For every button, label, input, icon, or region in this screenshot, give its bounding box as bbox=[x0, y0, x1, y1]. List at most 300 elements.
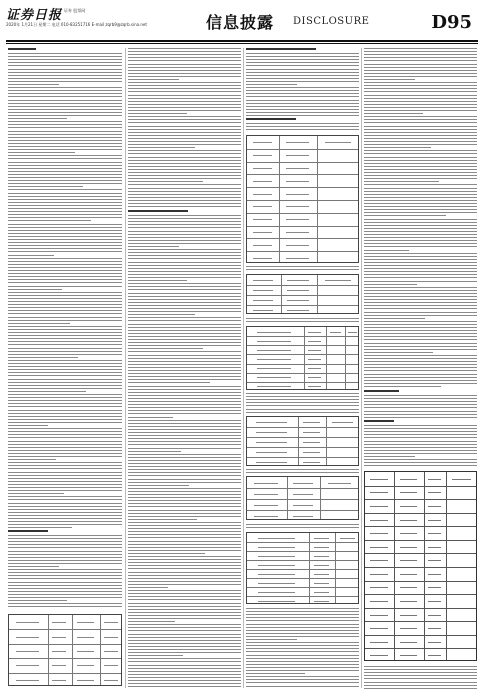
table-row-rule bbox=[247, 213, 358, 214]
text-line bbox=[364, 110, 477, 111]
text-line bbox=[8, 372, 122, 373]
text-line bbox=[8, 106, 122, 107]
text-line bbox=[8, 87, 122, 88]
text-line bbox=[8, 506, 122, 507]
table-cell-text bbox=[258, 583, 295, 584]
table-row-rule bbox=[365, 567, 476, 568]
text-line bbox=[128, 339, 241, 340]
table-cell-text bbox=[253, 300, 273, 301]
text-line bbox=[246, 109, 359, 110]
dateline: 2020年 1月21日 星期二 电话 010-83251716 E-mail zqrb9@zqrb.sina.net bbox=[6, 22, 147, 27]
text-line bbox=[8, 388, 122, 389]
text-line bbox=[128, 252, 241, 253]
table-cell-text bbox=[16, 680, 39, 681]
text-line bbox=[364, 465, 477, 466]
text-line bbox=[364, 364, 477, 365]
text-line bbox=[128, 528, 241, 529]
text-line bbox=[246, 608, 359, 609]
text-line bbox=[128, 373, 241, 374]
text-line bbox=[246, 676, 359, 677]
text-line bbox=[8, 233, 122, 234]
table-cell-text bbox=[104, 637, 118, 638]
text-line bbox=[128, 57, 241, 58]
table-cell-text bbox=[253, 206, 272, 207]
text-line bbox=[364, 355, 477, 356]
text-line bbox=[246, 642, 359, 643]
text-line bbox=[8, 100, 122, 101]
table-cell-text bbox=[293, 483, 313, 484]
text-line bbox=[128, 95, 241, 96]
text-line bbox=[128, 54, 241, 55]
text-line bbox=[8, 168, 122, 169]
text-line bbox=[8, 75, 122, 76]
text-line bbox=[364, 191, 477, 192]
text-line bbox=[364, 243, 477, 244]
table-column-rule bbox=[317, 275, 318, 313]
text-line bbox=[8, 453, 122, 454]
text-line bbox=[128, 308, 241, 309]
text-line bbox=[128, 615, 241, 616]
data-table bbox=[246, 532, 359, 604]
text-line bbox=[8, 493, 64, 494]
text-line bbox=[246, 103, 359, 104]
text-line bbox=[8, 468, 122, 469]
table-cell-text bbox=[314, 583, 330, 584]
data-table bbox=[364, 471, 477, 661]
text-line bbox=[8, 515, 122, 516]
text-line bbox=[8, 425, 48, 426]
text-line bbox=[364, 437, 477, 438]
text-line bbox=[364, 321, 477, 322]
text-line bbox=[8, 258, 122, 259]
table-cell-text bbox=[314, 574, 330, 575]
text-line bbox=[8, 295, 122, 296]
table-cell-text bbox=[253, 194, 272, 195]
text-line bbox=[246, 664, 359, 665]
text-line bbox=[8, 490, 122, 491]
text-line bbox=[128, 101, 241, 102]
text-line bbox=[8, 118, 67, 119]
table-cell-text bbox=[52, 622, 66, 623]
text-line bbox=[246, 129, 359, 130]
text-line bbox=[128, 534, 241, 535]
text-line bbox=[364, 184, 477, 185]
text-line bbox=[128, 606, 241, 607]
text-line bbox=[128, 227, 241, 228]
text-line bbox=[128, 429, 241, 430]
table-row-rule bbox=[247, 510, 358, 511]
text-line bbox=[8, 236, 122, 237]
text-line bbox=[128, 513, 241, 514]
text-line bbox=[8, 307, 122, 308]
text-line bbox=[8, 419, 122, 420]
text-line bbox=[246, 611, 359, 612]
text-line bbox=[128, 215, 241, 216]
text-line bbox=[128, 138, 241, 139]
table-cell-text bbox=[77, 680, 94, 681]
text-line bbox=[128, 466, 241, 467]
text-line bbox=[8, 475, 122, 476]
table-cell-text bbox=[256, 422, 287, 423]
text-line bbox=[128, 191, 241, 192]
text-line bbox=[246, 69, 359, 70]
table-cell-text bbox=[370, 547, 388, 548]
text-line bbox=[246, 269, 359, 270]
text-line bbox=[8, 385, 122, 386]
text-line bbox=[246, 321, 359, 322]
text-line bbox=[128, 221, 241, 222]
table-cell-text bbox=[287, 280, 309, 281]
text-line bbox=[364, 116, 477, 117]
table-cell-text bbox=[314, 565, 330, 566]
table-cell-text bbox=[370, 520, 388, 521]
text-line bbox=[364, 290, 477, 291]
table-cell-text bbox=[428, 601, 442, 602]
text-line bbox=[128, 404, 241, 405]
table-cell-text bbox=[370, 587, 388, 588]
table-cell-text bbox=[428, 642, 442, 643]
text-line bbox=[364, 240, 477, 241]
text-line bbox=[128, 479, 241, 480]
text-line bbox=[128, 107, 241, 108]
text-line bbox=[246, 65, 359, 66]
text-line bbox=[246, 93, 359, 94]
page-number: D95 bbox=[431, 12, 472, 33]
table-cell-text bbox=[16, 622, 39, 623]
text-line bbox=[128, 246, 179, 247]
text-line bbox=[364, 330, 477, 331]
text-line bbox=[128, 268, 241, 269]
text-line bbox=[128, 76, 241, 77]
text-line bbox=[128, 184, 241, 185]
table-cell-text bbox=[428, 520, 442, 521]
table-row-rule bbox=[247, 560, 358, 561]
text-line bbox=[128, 559, 241, 560]
text-line bbox=[8, 158, 122, 159]
table-column-rule bbox=[287, 477, 288, 519]
table-row-rule bbox=[247, 437, 358, 438]
text-line bbox=[128, 686, 241, 687]
text-line bbox=[246, 679, 359, 680]
table-cell-text bbox=[77, 651, 94, 652]
text-line bbox=[128, 163, 241, 164]
text-line bbox=[8, 428, 122, 429]
text-line bbox=[246, 658, 359, 659]
text-line bbox=[364, 113, 423, 114]
text-line bbox=[128, 637, 241, 638]
text-line bbox=[128, 194, 241, 195]
text-line bbox=[246, 648, 359, 649]
text-line bbox=[364, 85, 477, 86]
text-line bbox=[364, 153, 477, 154]
text-line bbox=[8, 437, 122, 438]
text-line bbox=[128, 581, 241, 582]
text-line bbox=[8, 563, 122, 564]
text-line bbox=[128, 116, 241, 117]
text-line bbox=[8, 177, 122, 178]
table-cell-text bbox=[286, 245, 309, 246]
text-line bbox=[364, 462, 477, 463]
text-line bbox=[128, 160, 241, 161]
table-cell-text bbox=[370, 655, 388, 656]
text-line bbox=[8, 214, 122, 215]
text-line bbox=[128, 70, 241, 71]
table-cell-text bbox=[370, 628, 388, 629]
text-line bbox=[8, 193, 122, 194]
text-line bbox=[246, 633, 359, 634]
text-line bbox=[128, 283, 241, 284]
text-line bbox=[128, 188, 241, 189]
text-line bbox=[364, 268, 477, 269]
text-line bbox=[364, 119, 477, 120]
text-line bbox=[128, 376, 241, 377]
text-line bbox=[128, 590, 241, 591]
text-line bbox=[246, 469, 359, 470]
table-cell-text bbox=[348, 332, 357, 333]
text-line bbox=[128, 612, 241, 613]
section-title-chinese: 信息披露 bbox=[206, 13, 275, 32]
table-row-rule bbox=[247, 174, 358, 175]
table-cell-text bbox=[52, 665, 66, 666]
table-cell-text bbox=[400, 533, 418, 534]
text-line bbox=[8, 441, 122, 442]
text-line bbox=[128, 51, 241, 52]
table-cell-text bbox=[254, 483, 278, 484]
table-cell-text bbox=[286, 206, 309, 207]
table-row-rule bbox=[247, 587, 358, 588]
text-line bbox=[128, 575, 241, 576]
column-3 bbox=[246, 48, 359, 688]
text-line bbox=[128, 85, 241, 86]
text-line bbox=[364, 305, 477, 306]
text-line bbox=[364, 262, 477, 263]
table-cell-text bbox=[104, 622, 118, 623]
text-line bbox=[128, 345, 241, 346]
table-cell-text bbox=[428, 615, 442, 616]
table-row-rule bbox=[247, 542, 358, 543]
table-row-rule bbox=[247, 162, 358, 163]
text-line bbox=[8, 597, 122, 598]
text-line bbox=[128, 113, 187, 114]
text-line bbox=[8, 103, 122, 104]
text-line bbox=[8, 245, 122, 246]
table-row-rule bbox=[247, 551, 358, 552]
table-cell-text bbox=[253, 245, 272, 246]
text-line bbox=[364, 67, 477, 68]
text-line bbox=[8, 211, 122, 212]
table-cell-text bbox=[314, 538, 330, 539]
text-line bbox=[8, 341, 122, 342]
text-line bbox=[128, 104, 241, 105]
text-line bbox=[128, 621, 175, 622]
text-line bbox=[8, 366, 122, 367]
table-cell-text bbox=[256, 432, 287, 433]
table-row-rule bbox=[247, 336, 358, 337]
text-line bbox=[8, 199, 122, 200]
text-line bbox=[128, 317, 241, 318]
table-cell-text bbox=[308, 377, 322, 378]
text-line bbox=[364, 431, 477, 432]
table-cell-text bbox=[253, 168, 272, 169]
text-line bbox=[8, 230, 122, 231]
text-line bbox=[364, 98, 477, 99]
text-line bbox=[128, 510, 241, 511]
text-line bbox=[246, 123, 359, 124]
text-line bbox=[128, 469, 241, 470]
text-line bbox=[364, 411, 477, 412]
text-line bbox=[364, 163, 477, 164]
text-line bbox=[364, 404, 477, 405]
text-line bbox=[128, 643, 241, 644]
table-cell-text bbox=[258, 547, 295, 548]
text-line bbox=[246, 266, 359, 267]
text-line bbox=[364, 312, 477, 313]
table-cell-text bbox=[303, 432, 320, 433]
text-line bbox=[364, 672, 477, 673]
table-cell-text bbox=[257, 368, 291, 369]
text-line bbox=[128, 48, 241, 49]
text-line bbox=[128, 119, 241, 120]
text-line bbox=[8, 317, 122, 318]
text-line bbox=[128, 463, 241, 464]
text-line bbox=[8, 165, 122, 166]
text-line bbox=[246, 84, 297, 85]
data-table bbox=[246, 326, 359, 390]
text-line bbox=[8, 338, 122, 339]
table-cell-text bbox=[303, 442, 320, 443]
text-line bbox=[8, 499, 122, 500]
table-cell-text bbox=[52, 680, 66, 681]
text-line bbox=[128, 324, 241, 325]
text-line bbox=[8, 591, 122, 592]
text-line bbox=[128, 200, 241, 201]
text-line bbox=[128, 506, 241, 507]
table-cell-text bbox=[328, 483, 352, 484]
text-line bbox=[8, 186, 83, 187]
text-line bbox=[8, 444, 122, 445]
text-line bbox=[364, 401, 477, 402]
table-row-rule bbox=[365, 526, 476, 527]
text-line bbox=[8, 363, 122, 364]
table-column-rule bbox=[279, 136, 280, 262]
text-line bbox=[8, 298, 122, 299]
table-cell-text bbox=[370, 560, 388, 561]
text-line bbox=[128, 503, 241, 504]
text-line bbox=[364, 104, 477, 105]
text-line bbox=[8, 124, 122, 125]
text-line bbox=[246, 405, 359, 406]
table-column-rule bbox=[304, 327, 305, 389]
table-column-rule bbox=[446, 472, 447, 660]
table-cell-text bbox=[258, 592, 295, 593]
table-row-rule bbox=[247, 373, 358, 374]
text-line bbox=[128, 494, 241, 495]
text-line bbox=[128, 237, 241, 238]
text-line bbox=[364, 57, 477, 58]
text-line bbox=[364, 194, 477, 195]
text-line bbox=[8, 472, 122, 473]
text-line bbox=[128, 457, 241, 458]
text-line bbox=[8, 292, 122, 293]
table-cell-text bbox=[370, 479, 388, 480]
table-cell-text bbox=[258, 601, 295, 602]
table-cell-text bbox=[16, 637, 39, 638]
subheading bbox=[8, 530, 48, 532]
text-line bbox=[128, 255, 241, 256]
text-line bbox=[364, 456, 415, 457]
text-line bbox=[128, 79, 179, 80]
text-line bbox=[364, 284, 417, 285]
text-line bbox=[246, 624, 359, 625]
table-cell-text bbox=[400, 615, 418, 616]
text-line bbox=[8, 320, 122, 321]
text-line bbox=[128, 634, 241, 635]
text-line bbox=[246, 112, 359, 113]
data-table bbox=[246, 274, 359, 314]
text-line bbox=[364, 228, 477, 229]
text-line bbox=[364, 132, 477, 133]
text-line bbox=[128, 491, 241, 492]
table-column-rule bbox=[317, 136, 318, 262]
text-line bbox=[128, 271, 241, 272]
text-line bbox=[8, 112, 122, 113]
text-line bbox=[364, 398, 477, 399]
text-line bbox=[128, 98, 241, 99]
text-line bbox=[8, 459, 56, 460]
text-line bbox=[8, 286, 122, 287]
text-line bbox=[8, 547, 122, 548]
text-line bbox=[128, 410, 241, 411]
text-line bbox=[8, 572, 122, 573]
table-column-rule bbox=[424, 472, 425, 660]
text-line bbox=[364, 414, 477, 415]
text-line bbox=[364, 361, 477, 362]
text-line bbox=[246, 56, 359, 57]
text-line bbox=[364, 135, 477, 136]
column-divider bbox=[361, 48, 362, 688]
subheading bbox=[246, 48, 316, 50]
text-line bbox=[8, 509, 122, 510]
text-line bbox=[364, 358, 477, 359]
text-line bbox=[364, 150, 477, 151]
text-line bbox=[8, 93, 122, 94]
table-cell-text bbox=[400, 655, 418, 656]
text-line bbox=[128, 141, 241, 142]
text-line bbox=[8, 416, 122, 417]
subheading bbox=[128, 210, 188, 212]
text-line bbox=[364, 259, 477, 260]
table-row-rule bbox=[247, 305, 358, 306]
table-cell-text bbox=[257, 359, 291, 360]
text-line bbox=[128, 336, 241, 337]
text-line bbox=[364, 246, 477, 247]
table-cell-text bbox=[256, 442, 287, 443]
table-cell-text bbox=[400, 587, 418, 588]
text-line bbox=[246, 409, 359, 410]
text-line bbox=[364, 82, 477, 83]
text-line bbox=[128, 680, 241, 681]
text-line bbox=[364, 688, 477, 689]
text-line bbox=[128, 578, 241, 579]
table-cell-text bbox=[16, 651, 39, 652]
text-line bbox=[364, 250, 409, 251]
text-line bbox=[8, 462, 122, 463]
text-line bbox=[364, 459, 477, 460]
text-line bbox=[128, 677, 241, 678]
text-line bbox=[8, 503, 122, 504]
column-divider bbox=[125, 48, 126, 688]
text-line bbox=[8, 208, 122, 209]
